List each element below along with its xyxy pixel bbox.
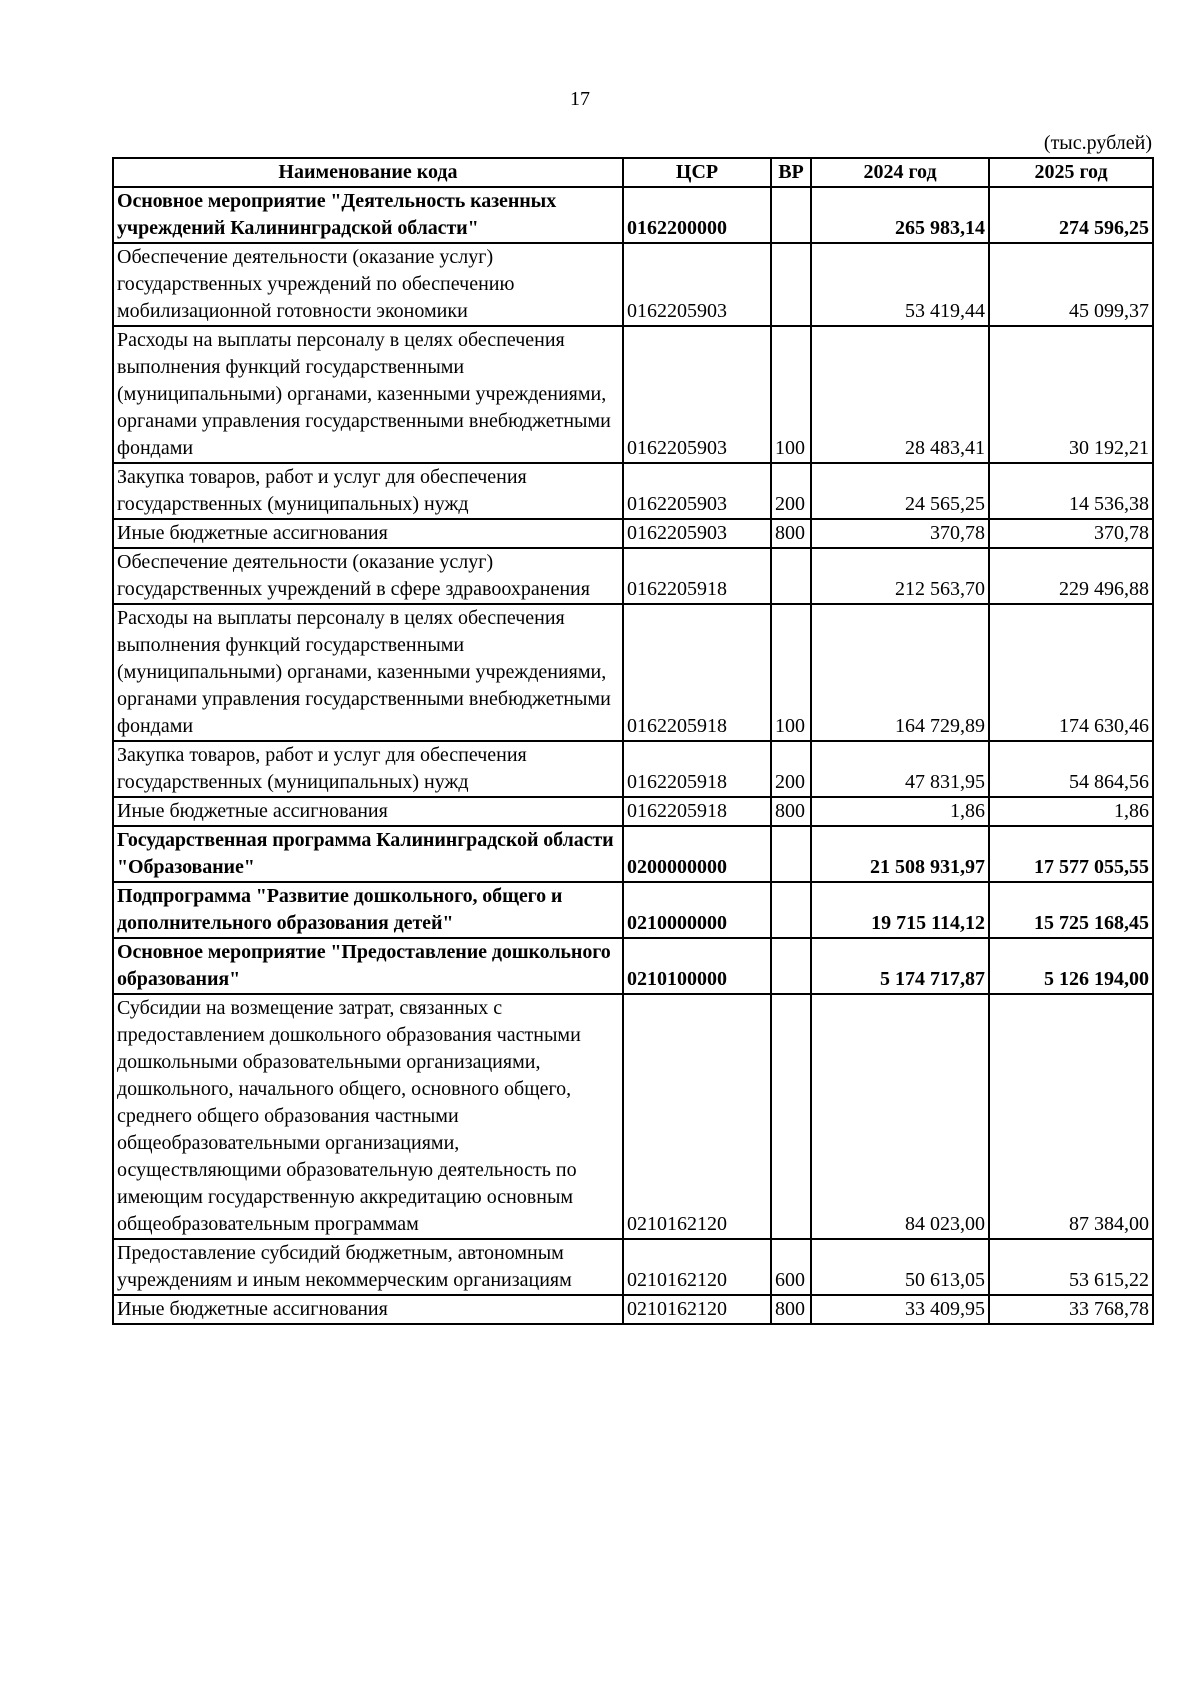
- row-2025: 274 596,25: [989, 187, 1153, 243]
- row-name: Иные бюджетные ассигнования: [113, 797, 623, 826]
- row-csr: 0162205903: [623, 326, 771, 463]
- row-csr: 0162200000: [623, 187, 771, 243]
- table-row: [113, 826, 1153, 882]
- row-2025: 17 577 055,55: [989, 826, 1153, 882]
- row-vr: [771, 826, 811, 882]
- table-row: [113, 519, 1153, 548]
- header-csr: ЦСР: [623, 158, 771, 187]
- row-2024: 28 483,41: [811, 326, 989, 463]
- row-vr: 600: [771, 1239, 811, 1295]
- row-vr: [771, 187, 811, 243]
- row-vr: 100: [771, 604, 811, 741]
- row-vr: 800: [771, 519, 811, 548]
- row-csr: 0210000000: [623, 882, 771, 938]
- row-2024: 212 563,70: [811, 548, 989, 604]
- row-2025: 370,78: [989, 519, 1153, 548]
- row-csr: 0210100000: [623, 938, 771, 994]
- row-csr: 0210162120: [623, 1239, 771, 1295]
- row-name: Закупка товаров, работ и услуг для обеспечения государственных (муниципальных) нужд: [113, 463, 623, 519]
- row-csr: 0162205903: [623, 463, 771, 519]
- row-2025: 229 496,88: [989, 548, 1153, 604]
- row-2024: 84 023,00: [811, 994, 989, 1239]
- row-csr: 0162205918: [623, 741, 771, 797]
- row-2025: 87 384,00: [989, 994, 1153, 1239]
- row-vr: [771, 243, 811, 326]
- header-2024: 2024 год: [811, 158, 989, 187]
- row-name: Основное мероприятие "Деятельность казенных учреждений Калининградской области": [113, 187, 623, 243]
- row-vr: [771, 938, 811, 994]
- header-vr: ВР: [771, 158, 811, 187]
- row-name: Обеспечение деятельности (оказание услуг) государственных учреждений в сфере здравоохранения: [113, 548, 623, 604]
- row-name: Основное мероприятие "Предоставление дошкольного образования": [113, 938, 623, 994]
- row-2025: 1,86: [989, 797, 1153, 826]
- row-2025: 54 864,56: [989, 741, 1153, 797]
- row-2025: 14 536,38: [989, 463, 1153, 519]
- row-2025: 174 630,46: [989, 604, 1153, 741]
- row-2024: 24 565,25: [811, 463, 989, 519]
- table-row: [113, 463, 1153, 519]
- row-name: Расходы на выплаты персоналу в целях обеспечения выполнения функций государственными (муниципальными) органами, казенными учреждениями, органами управления государственными внебюджетными фондами: [113, 326, 623, 463]
- table-row: [113, 994, 1153, 1239]
- row-2024: 47 831,95: [811, 741, 989, 797]
- row-csr: 0162205918: [623, 604, 771, 741]
- row-2024: 5 174 717,87: [811, 938, 989, 994]
- row-csr: 0162205903: [623, 519, 771, 548]
- row-name: Иные бюджетные ассигнования: [113, 1295, 623, 1324]
- row-vr: 800: [771, 1295, 811, 1324]
- row-2024: 1,86: [811, 797, 989, 826]
- table-body: [113, 187, 1153, 1324]
- table-row: [113, 938, 1153, 994]
- row-vr: 200: [771, 463, 811, 519]
- table-row: [113, 243, 1153, 326]
- row-name: Государственная программа Калининградской области "Образование": [113, 826, 623, 882]
- row-vr: [771, 882, 811, 938]
- row-name: Закупка товаров, работ и услуг для обеспечения государственных (муниципальных) нужд: [113, 741, 623, 797]
- row-2024: 53 419,44: [811, 243, 989, 326]
- table-row: [113, 882, 1153, 938]
- row-vr: [771, 994, 811, 1239]
- table-row: [113, 741, 1153, 797]
- table-row: [113, 604, 1153, 741]
- table-row: [113, 548, 1153, 604]
- row-2025: 15 725 168,45: [989, 882, 1153, 938]
- table-row: [113, 187, 1153, 243]
- row-name: Подпрограмма "Развитие дошкольного, общего и дополнительного образования детей": [113, 882, 623, 938]
- row-csr: 0162205918: [623, 797, 771, 826]
- table-row: [113, 1295, 1153, 1324]
- row-vr: [771, 548, 811, 604]
- row-name: Предоставление субсидий бюджетным, автономным учреждениям и иным некоммерческим организациям: [113, 1239, 623, 1295]
- table-row: [113, 1239, 1153, 1295]
- row-2024: 265 983,14: [811, 187, 989, 243]
- row-2025: 45 099,37: [989, 243, 1153, 326]
- row-2024: 50 613,05: [811, 1239, 989, 1295]
- row-vr: 200: [771, 741, 811, 797]
- page-number: 17: [570, 88, 590, 110]
- row-name: Расходы на выплаты персоналу в целях обеспечения выполнения функций государственными (муниципальными) органами, казенными учреждениями, органами управления государственными внебюджетными фондами: [113, 604, 623, 741]
- row-2024: 33 409,95: [811, 1295, 989, 1324]
- table-row: [113, 326, 1153, 463]
- row-csr: 0200000000: [623, 826, 771, 882]
- row-name: Субсидии на возмещение затрат, связанных с предоставлением дошкольного образования частными дошкольными образовательными организациями, дошкольного, начального общего, основного общего, среднего общего образования частными общеобразовательными организациями, осуществляющими образовательную деятельность по имеющим государственную аккредитацию основным общеобразовательным программам: [113, 994, 623, 1239]
- row-2024: 21 508 931,97: [811, 826, 989, 882]
- table-header-row: [113, 158, 1153, 187]
- row-vr: 800: [771, 797, 811, 826]
- row-2025: 33 768,78: [989, 1295, 1153, 1324]
- units-label: (тыс.рублей): [1043, 132, 1152, 154]
- row-csr: 0162205918: [623, 548, 771, 604]
- row-2024: 19 715 114,12: [811, 882, 989, 938]
- header-name: Наименование кода: [113, 158, 623, 187]
- row-2024: 370,78: [811, 519, 989, 548]
- row-csr: 0162205903: [623, 243, 771, 326]
- row-2025: 53 615,22: [989, 1239, 1153, 1295]
- row-csr: 0210162120: [623, 994, 771, 1239]
- row-vr: 100: [771, 326, 811, 463]
- row-2024: 164 729,89: [811, 604, 989, 741]
- row-name: Обеспечение деятельности (оказание услуг) государственных учреждений по обеспечению мобилизационной готовности экономики: [113, 243, 623, 326]
- row-2025: 5 126 194,00: [989, 938, 1153, 994]
- row-2025: 30 192,21: [989, 326, 1153, 463]
- row-name: Иные бюджетные ассигнования: [113, 519, 623, 548]
- header-2025: 2025 год: [989, 158, 1153, 187]
- table-row: [113, 797, 1153, 826]
- budget-table: [112, 157, 1154, 1325]
- row-csr: 0210162120: [623, 1295, 771, 1324]
